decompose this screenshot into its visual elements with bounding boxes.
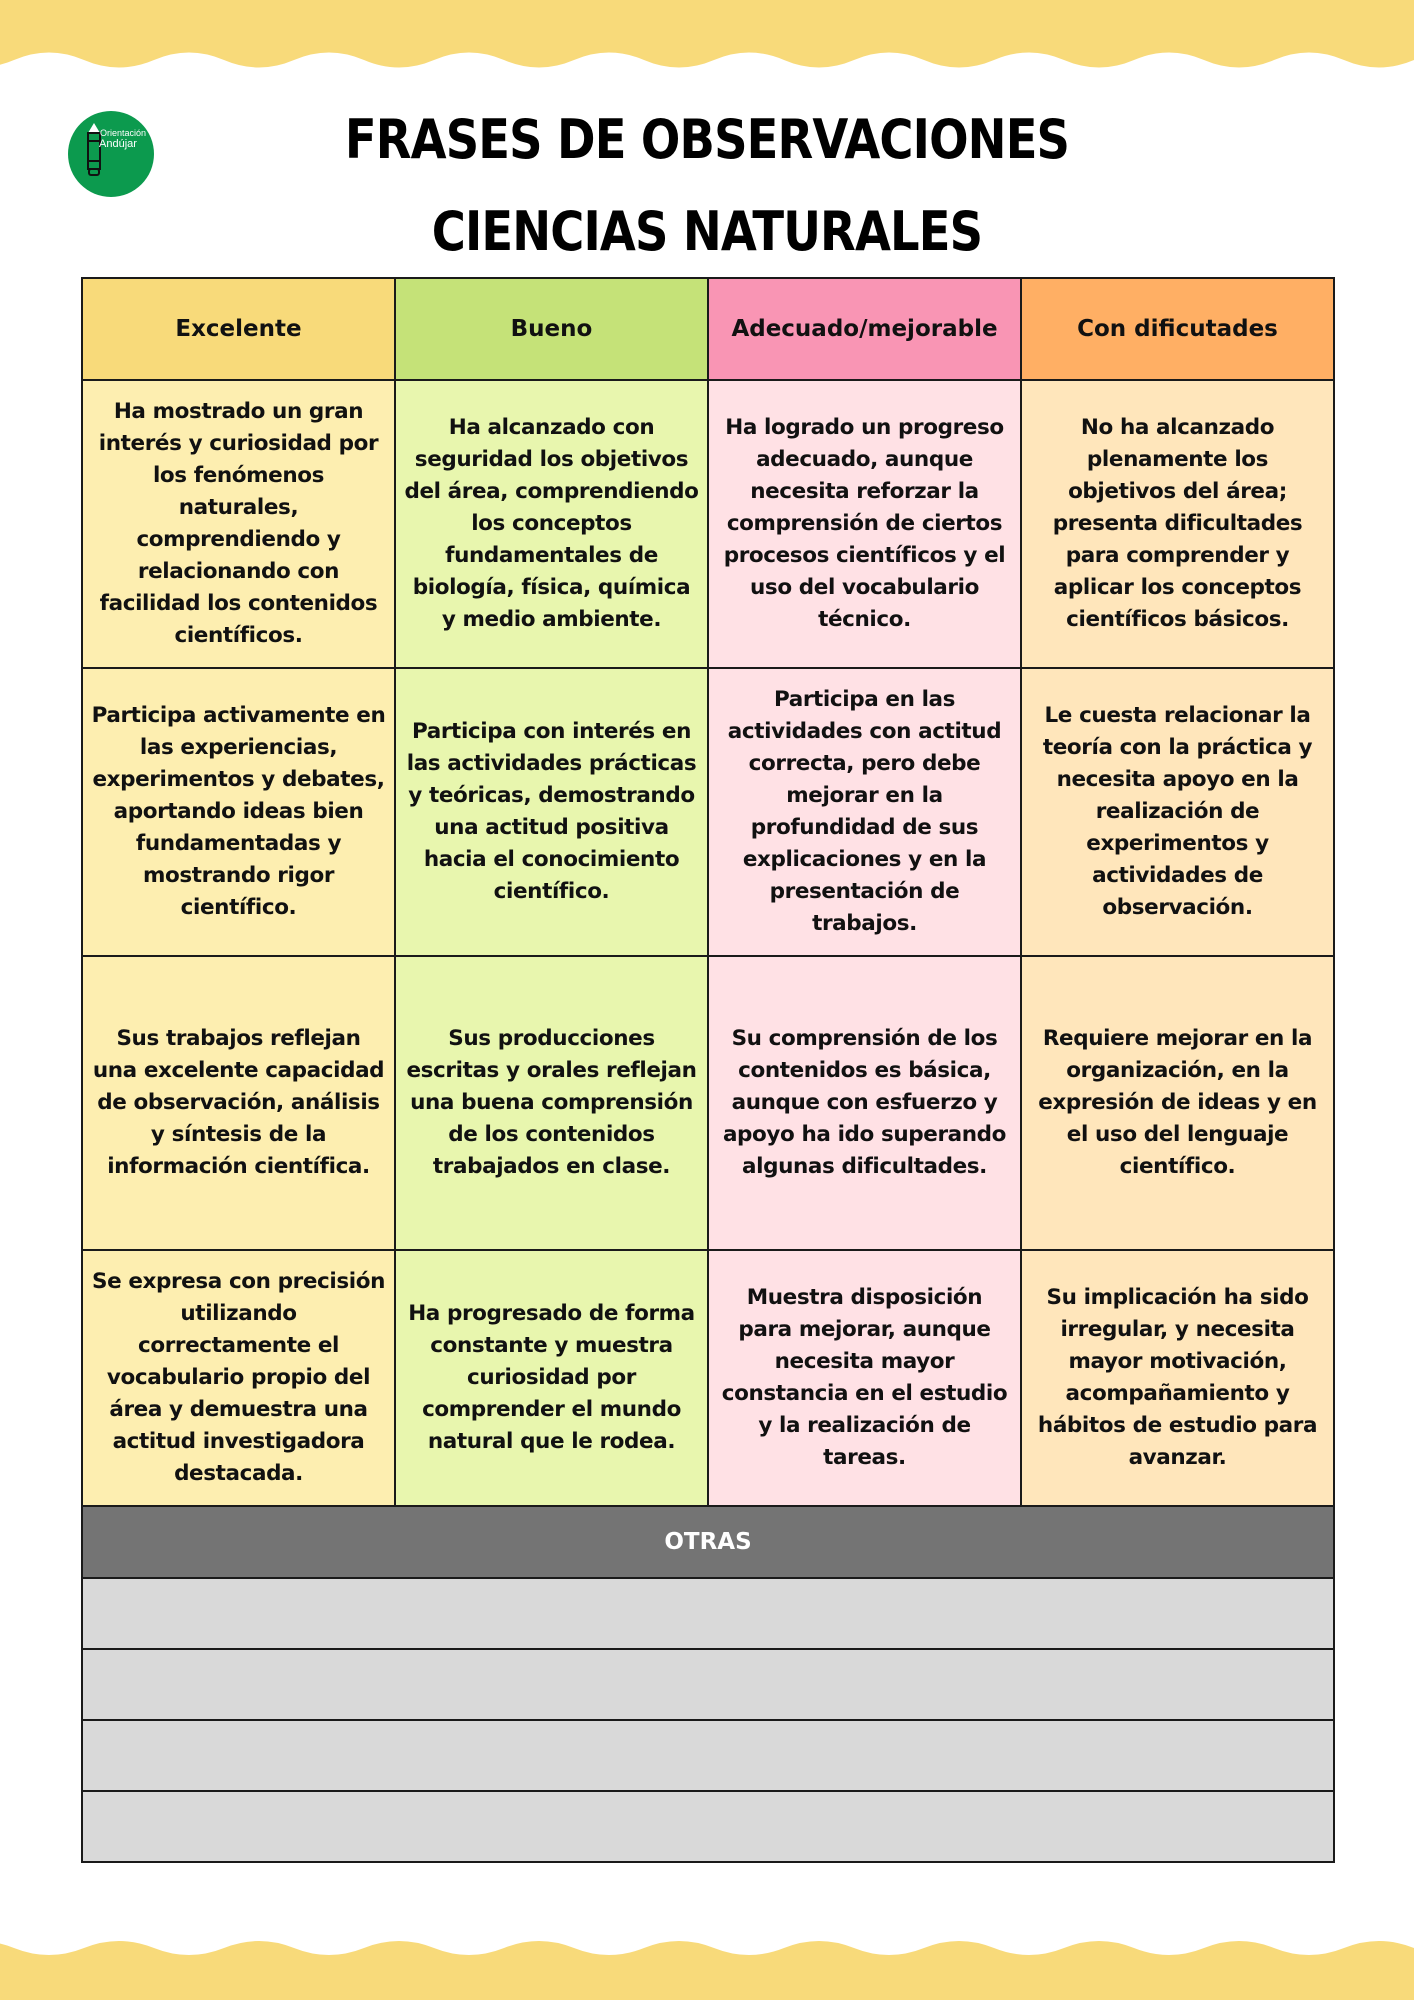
- table-row: [82, 668, 1334, 956]
- table-cell: Sus producciones escritas y orales reflejan una buena comprensión de los contenidos trabajados en clase.: [395, 956, 708, 1250]
- table-cell: Participa con interés en las actividades prácticas y teóricas, demostrando una actitud positiva hacia el conocimiento científico.: [395, 668, 708, 956]
- table-cell: Ha alcanzado con seguridad los objetivos del área, comprendiendo los conceptos fundamentales de biología, física, química y medio ambiente.: [395, 380, 708, 668]
- logo-text-line2: Andújar: [99, 138, 137, 150]
- logo-text-line1: Orientación: [100, 128, 147, 138]
- table-cell: Requiere mejorar en la organización, en la expresión de ideas y en el uso del lenguaje científico.: [1021, 956, 1334, 1250]
- otras-header: OTRAS: [82, 1506, 1334, 1578]
- table-cell: Sus trabajos reflejan una excelente capacidad de observación, análisis y síntesis de la información científica.: [82, 956, 395, 1250]
- observations-table: [81, 277, 1335, 1863]
- table-cell: Su implicación ha sido irregular, y necesita mayor motivación, acompañamiento y hábitos de estudio para avanzar.: [1021, 1250, 1334, 1506]
- table-row: [82, 1250, 1334, 1506]
- table-row: [82, 956, 1334, 1250]
- table-cell: Su comprensión de los contenidos es básica, aunque con esfuerzo y apoyo ha ido superando algunas dificultades.: [708, 956, 1021, 1250]
- otras-header-row: [82, 1506, 1334, 1578]
- header-excelente: Excelente: [82, 278, 395, 380]
- table-cell: No ha alcanzado plenamente los objetivos del área; presenta dificultades para comprender y aplicar los conceptos científicos básicos.: [1021, 380, 1334, 668]
- table-cell: Ha mostrado un gran interés y curiosidad por los fenómenos naturales, comprendiendo y relacionando con facilidad los contenidos científicos.: [82, 380, 395, 668]
- otras-blank-cell[interactable]: [82, 1791, 1334, 1862]
- header-bueno: Bueno: [395, 278, 708, 380]
- table-cell: Le cuesta relacionar la teoría con la práctica y necesita apoyo en la realización de experimentos y actividades de observación.: [1021, 668, 1334, 956]
- otras-blank-cell[interactable]: [82, 1720, 1334, 1791]
- otras-row: [82, 1649, 1334, 1720]
- header-adecuado-mejorable: Adecuado/mejorable: [708, 278, 1021, 380]
- otras-row: [82, 1578, 1334, 1649]
- bottom-wave-decoration: [0, 1930, 1414, 2000]
- header-con-dificultades: Con dificutades: [1021, 278, 1334, 380]
- table-cell: Participa activamente en las experiencias, experimentos y debates, aportando ideas bien fundamentadas y mostrando rigor científico.: [82, 668, 395, 956]
- top-wave-decoration: [0, 0, 1414, 80]
- table-header-row: [82, 278, 1334, 380]
- table-cell: Ha progresado de forma constante y muestra curiosidad por comprender el mundo natural que le rodea.: [395, 1250, 708, 1506]
- otras-blank-cell[interactable]: [82, 1649, 1334, 1720]
- page-title-line1: FRASES DE OBSERVACIONES: [344, 108, 1070, 171]
- table-cell: Muestra disposición para mejorar, aunque necesita mayor constancia en el estudio y la realización de tareas.: [708, 1250, 1021, 1506]
- otras-row: [82, 1791, 1334, 1862]
- table-row: [82, 380, 1334, 668]
- otras-blank-cell[interactable]: [82, 1578, 1334, 1649]
- page-title-line2: CIENCIAS NATURALES: [431, 200, 983, 263]
- otras-row: [82, 1720, 1334, 1791]
- table-cell: Se expresa con precisión utilizando correctamente el vocabulario propio del área y demuestra una actitud investigadora destacada.: [82, 1250, 395, 1506]
- table-cell: Participa en las actividades con actitud correcta, pero debe mejorar en la profundidad de sus explicaciones y en la presentación de trabajos.: [708, 668, 1021, 956]
- table-cell: Ha logrado un progreso adecuado, aunque necesita reforzar la comprensión de ciertos procesos científicos y el uso del vocabulario técnico.: [708, 380, 1021, 668]
